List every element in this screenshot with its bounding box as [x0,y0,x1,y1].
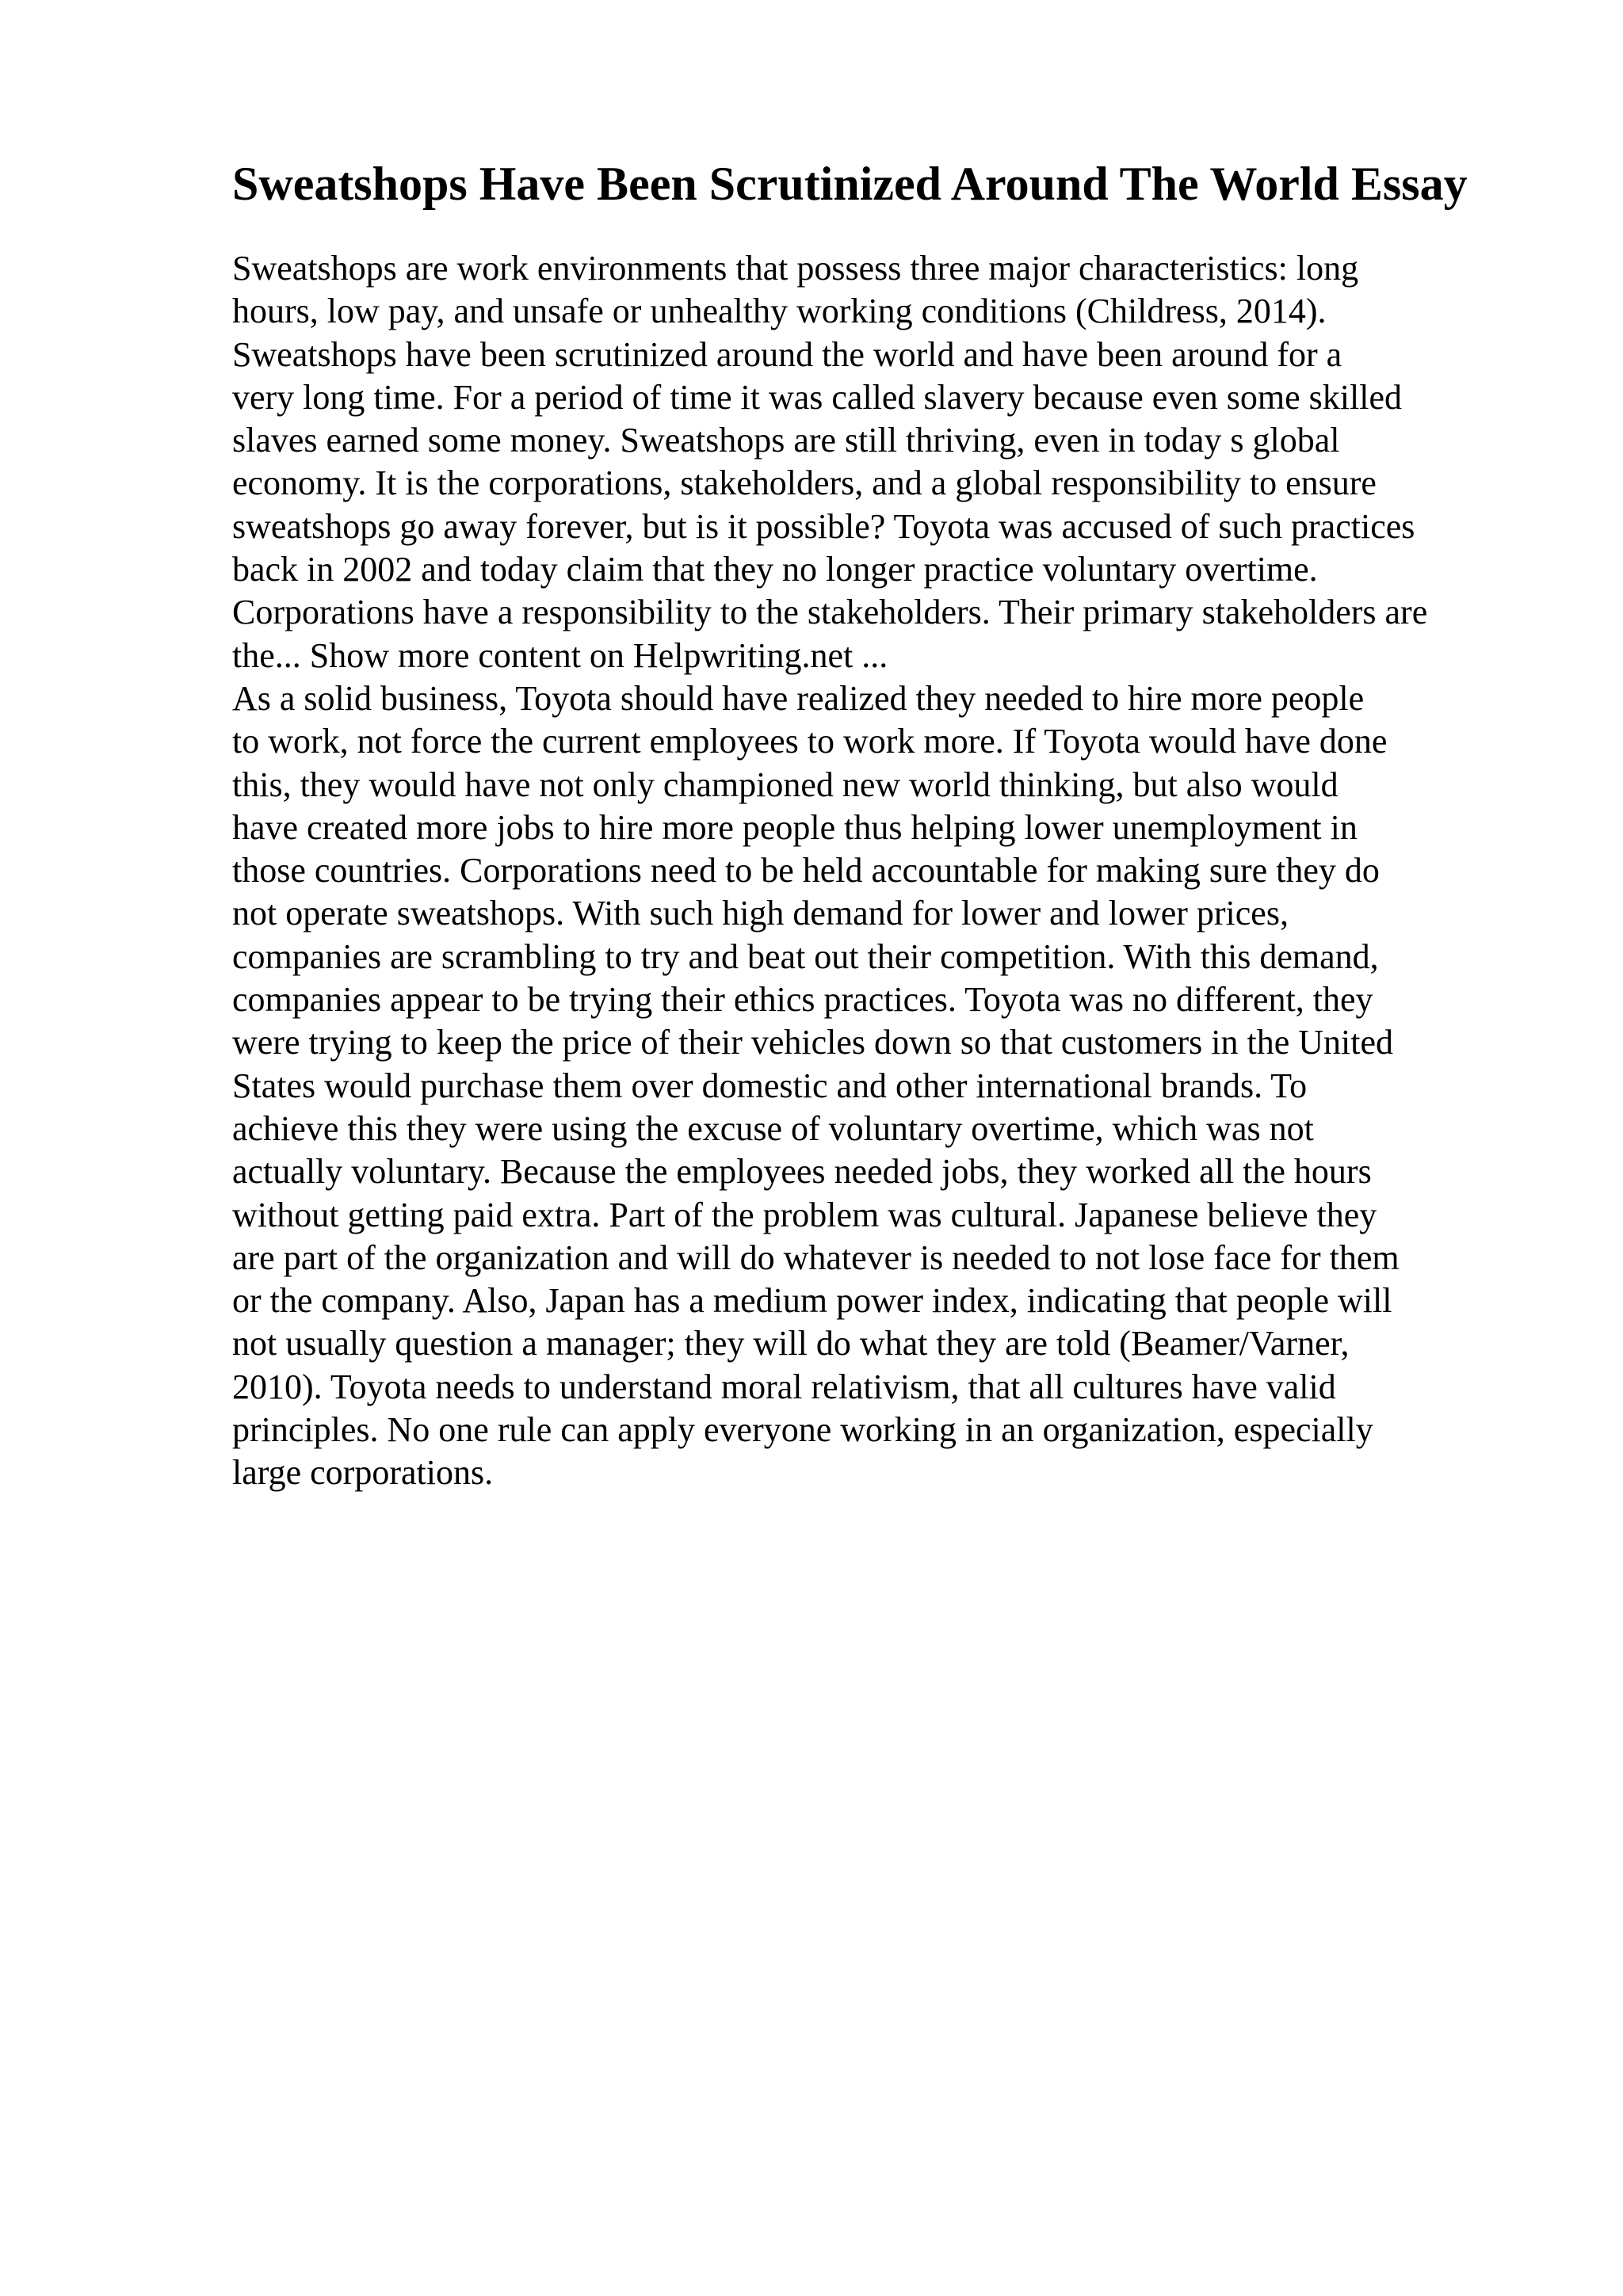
body-line: or the company. Also, Japan has a medium power index, indicating that people will [232,1281,1392,1321]
body-line: those countries. Corporations need to be held accountable for making sure they do [232,851,1380,891]
body-line: achieve this they were using the excuse of voluntary overtime, which was not [232,1108,1314,1148]
body-line: hours, low pay, and unsafe or unhealthy working conditions (Childress, 2014). [232,292,1327,331]
body-line: without getting paid extra. Part of the problem was cultural. Japanese believe they [232,1195,1377,1234]
body-line: economy. It is the corporations, stakeholders, and a global responsibility to ensure [232,463,1377,503]
body-line: are part of the organization and will do whatever is needed to not lose face for them [232,1238,1400,1277]
body-line: sweatshops go away forever, but is it possible? Toyota was accused of such practices [232,506,1415,546]
body-line: have created more jobs to hire more people thus helping lower unemployment in [232,807,1358,847]
body-line: large corporations. [232,1453,494,1493]
body-line: Corporations have a responsibility to the stakeholders. Their primary stakeholders are [232,593,1428,632]
body-line: to work, not force the current employees to work more. If Toyota would have done [232,722,1388,761]
body-line: As a solid business, Toyota should have realized they needed to hire more people [232,678,1365,718]
document-title: Sweatshops Have Been Scrutinized Around The World Essay [232,158,1468,210]
body-line: very long time. For a period of time it was called slavery because even some skilled [232,377,1402,417]
body-line: not usually question a manager; they will do what they are told (Beamer/Varner, [232,1324,1350,1363]
body-line: companies are scrambling to try and beat out their competition. With this demand, [232,936,1379,976]
document-body [232,247,1579,1495]
body-line: not operate sweatshops. With such high demand for lower and lower prices, [232,894,1289,933]
body-line: were trying to keep the price of their vehicles down so that customers in the United [232,1023,1394,1062]
body-line: Sweatshops have been scrutinized around the world and have been around for a [232,334,1342,374]
body-line: States would purchase them over domestic and other international brands. To [232,1066,1308,1105]
body-line: this, they would have not only championed new world thinking, but also would [232,765,1338,804]
body-line: actually voluntary. Because the employees needed jobs, they worked all the hours [232,1152,1372,1192]
body-line: back in 2002 and today claim that they no longer practice voluntary overtime. [232,550,1318,589]
body-line: the... Show more content on Helpwriting.net ... [232,635,888,675]
body-line: slaves earned some money. Sweatshops are still thriving, even in today s global [232,421,1340,460]
body-line: 2010). Toyota needs to understand moral relativism, that all cultures have valid [232,1367,1336,1406]
body-line: principles. No one rule can apply everyone working in an organization, especially [232,1410,1373,1450]
body-line: Sweatshops are work environments that possess three major characteristics: long [232,249,1359,288]
body-line: companies appear to be trying their ethics practices. Toyota was no different, they [232,980,1373,1020]
